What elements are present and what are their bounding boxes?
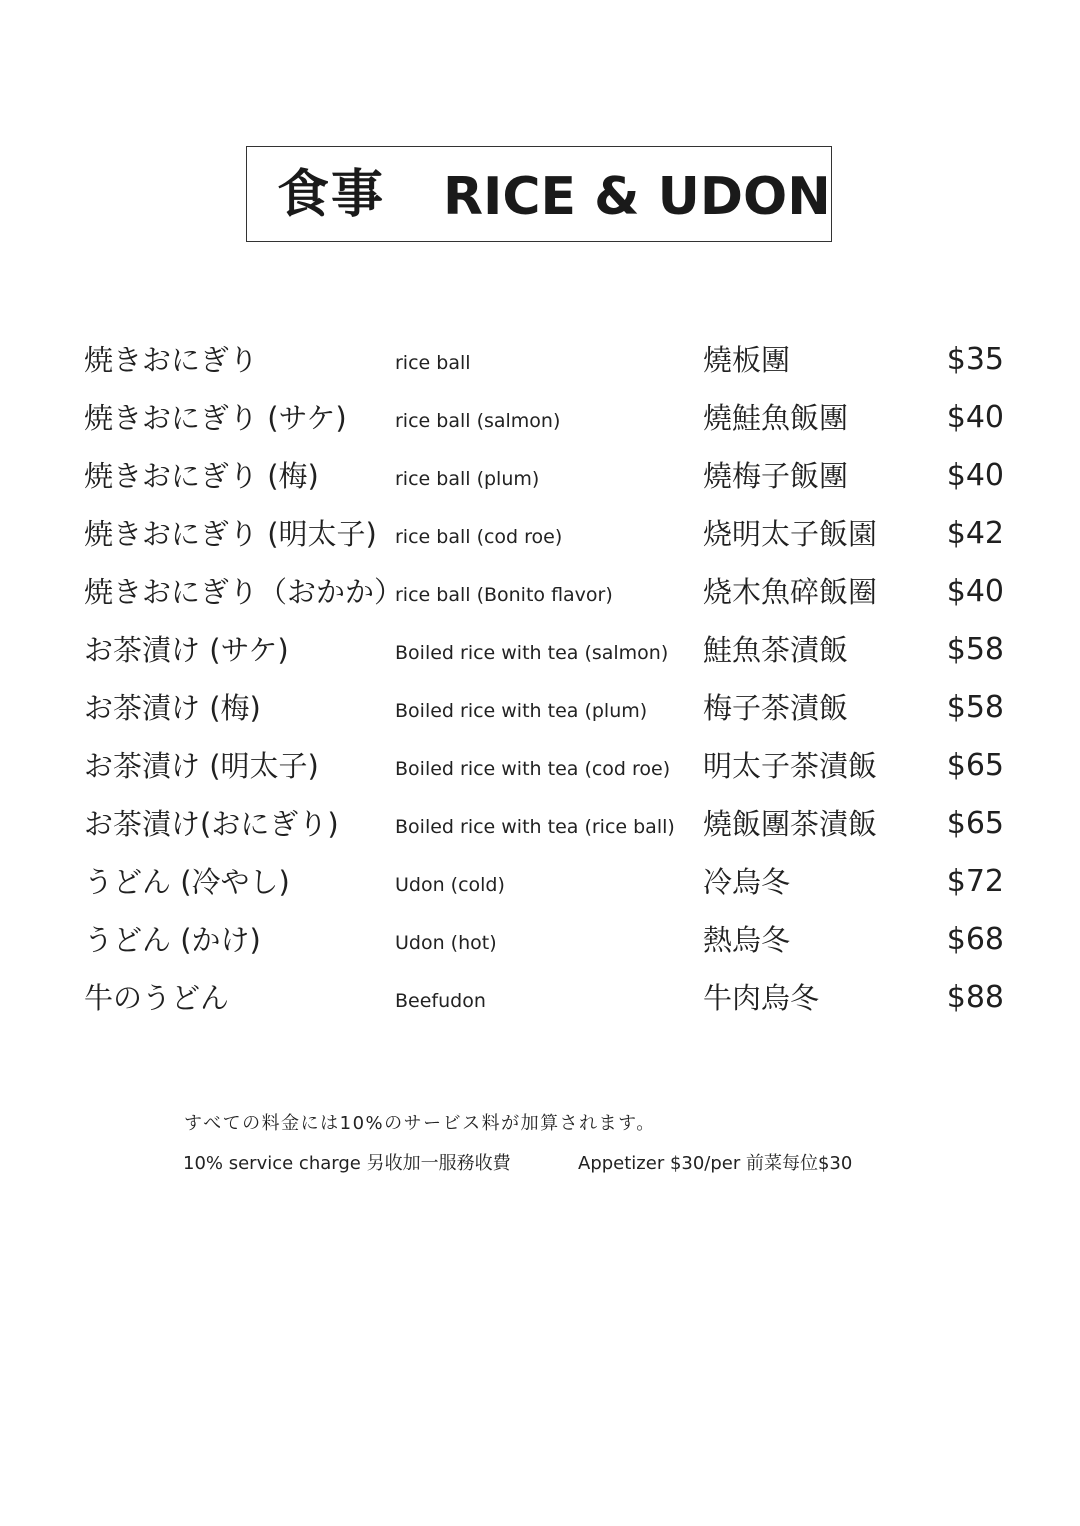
item-name-english: Boiled rice with tea (cod roe)	[395, 758, 671, 780]
title-english: RICE & UDON	[443, 167, 831, 227]
item-name-japanese: うどん (冷やし)	[84, 865, 290, 899]
item-name-japanese: 焼きおにぎり	[84, 343, 259, 377]
item-price: $42	[946, 516, 1004, 551]
item-name-japanese: 牛のうどん	[84, 981, 230, 1015]
item-name-chinese: 燒鮭魚飯團	[703, 401, 849, 435]
menu-item	[0, 572, 1080, 622]
item-name-english: Udon (cold)	[395, 874, 505, 896]
item-name-english: rice ball (salmon)	[395, 410, 561, 432]
menu-item	[0, 398, 1080, 448]
item-price: $88	[946, 980, 1004, 1015]
menu-item	[0, 340, 1080, 390]
item-price: $58	[946, 690, 1004, 725]
item-name-english: Beefudon	[395, 990, 486, 1012]
item-name-english: rice ball	[395, 352, 471, 374]
item-name-japanese: うどん (かけ)	[84, 923, 261, 957]
item-name-chinese: 烧木魚碎飯圈	[703, 575, 878, 609]
item-name-chinese: 梅子茶漬飯	[703, 691, 849, 725]
item-name-chinese: 冷烏冬	[703, 865, 791, 899]
item-name-english: Boiled rice with tea (rice ball)	[395, 816, 675, 838]
item-name-chinese: 熱烏冬	[703, 923, 791, 957]
title-box	[246, 146, 832, 242]
item-name-japanese: 焼きおにぎり（おかか）	[84, 575, 404, 609]
title-japanese: 食事	[277, 165, 386, 225]
menu-item	[0, 862, 1080, 912]
menu-item	[0, 804, 1080, 854]
item-name-english: Udon (hot)	[395, 932, 497, 954]
item-name-chinese: 明太子茶漬飯	[703, 749, 878, 783]
item-price: $65	[946, 748, 1004, 783]
item-name-japanese: 焼きおにぎり (サケ)	[84, 401, 347, 435]
menu-item	[0, 920, 1080, 970]
item-name-english: Boiled rice with tea (plum)	[395, 700, 648, 722]
item-name-english: rice ball (Bonito flavor)	[395, 584, 613, 606]
item-price: $68	[946, 922, 1004, 957]
item-name-japanese: 焼きおにぎり (明太子)	[84, 517, 377, 551]
menu-item	[0, 688, 1080, 738]
item-name-chinese: 燒板團	[703, 343, 791, 377]
appetizer-note: Appetizer $30/per 前菜每位$30	[578, 1153, 853, 1174]
item-name-english: rice ball (cod roe)	[395, 526, 563, 548]
item-name-chinese: 牛肉烏冬	[703, 981, 820, 1015]
item-price: $40	[946, 458, 1004, 493]
menu-item	[0, 514, 1080, 564]
menu-item	[0, 746, 1080, 796]
item-price: $35	[946, 342, 1004, 377]
item-name-japanese: お茶漬け (梅)	[84, 691, 261, 725]
menu-item	[0, 978, 1080, 1028]
item-name-japanese: お茶漬け(おにぎり)	[84, 807, 339, 841]
service-charge-note-japanese: すべての料金には10%のサービス料が加算されます。	[184, 1113, 656, 1134]
item-name-english: rice ball (plum)	[395, 468, 540, 490]
item-name-japanese: お茶漬け (サケ)	[84, 633, 289, 667]
item-name-chinese: 烧明太子飯園	[703, 517, 878, 551]
service-charge-note: 10% service charge 另收加一服務收費	[183, 1153, 511, 1174]
item-name-chinese: 燒飯團茶漬飯	[703, 807, 878, 841]
menu-item	[0, 456, 1080, 506]
item-price: $40	[946, 574, 1004, 609]
menu-item	[0, 630, 1080, 680]
item-name-japanese: 焼きおにぎり (梅)	[84, 459, 319, 493]
item-price: $65	[946, 806, 1004, 841]
item-name-chinese: 燒梅子飯團	[703, 459, 849, 493]
item-name-english: Boiled rice with tea (salmon)	[395, 642, 669, 664]
item-price: $72	[946, 864, 1004, 899]
item-price: $58	[946, 632, 1004, 667]
item-price: $40	[946, 400, 1004, 435]
item-name-chinese: 鮭魚茶漬飯	[703, 633, 849, 667]
item-name-japanese: お茶漬け (明太子)	[84, 749, 319, 783]
